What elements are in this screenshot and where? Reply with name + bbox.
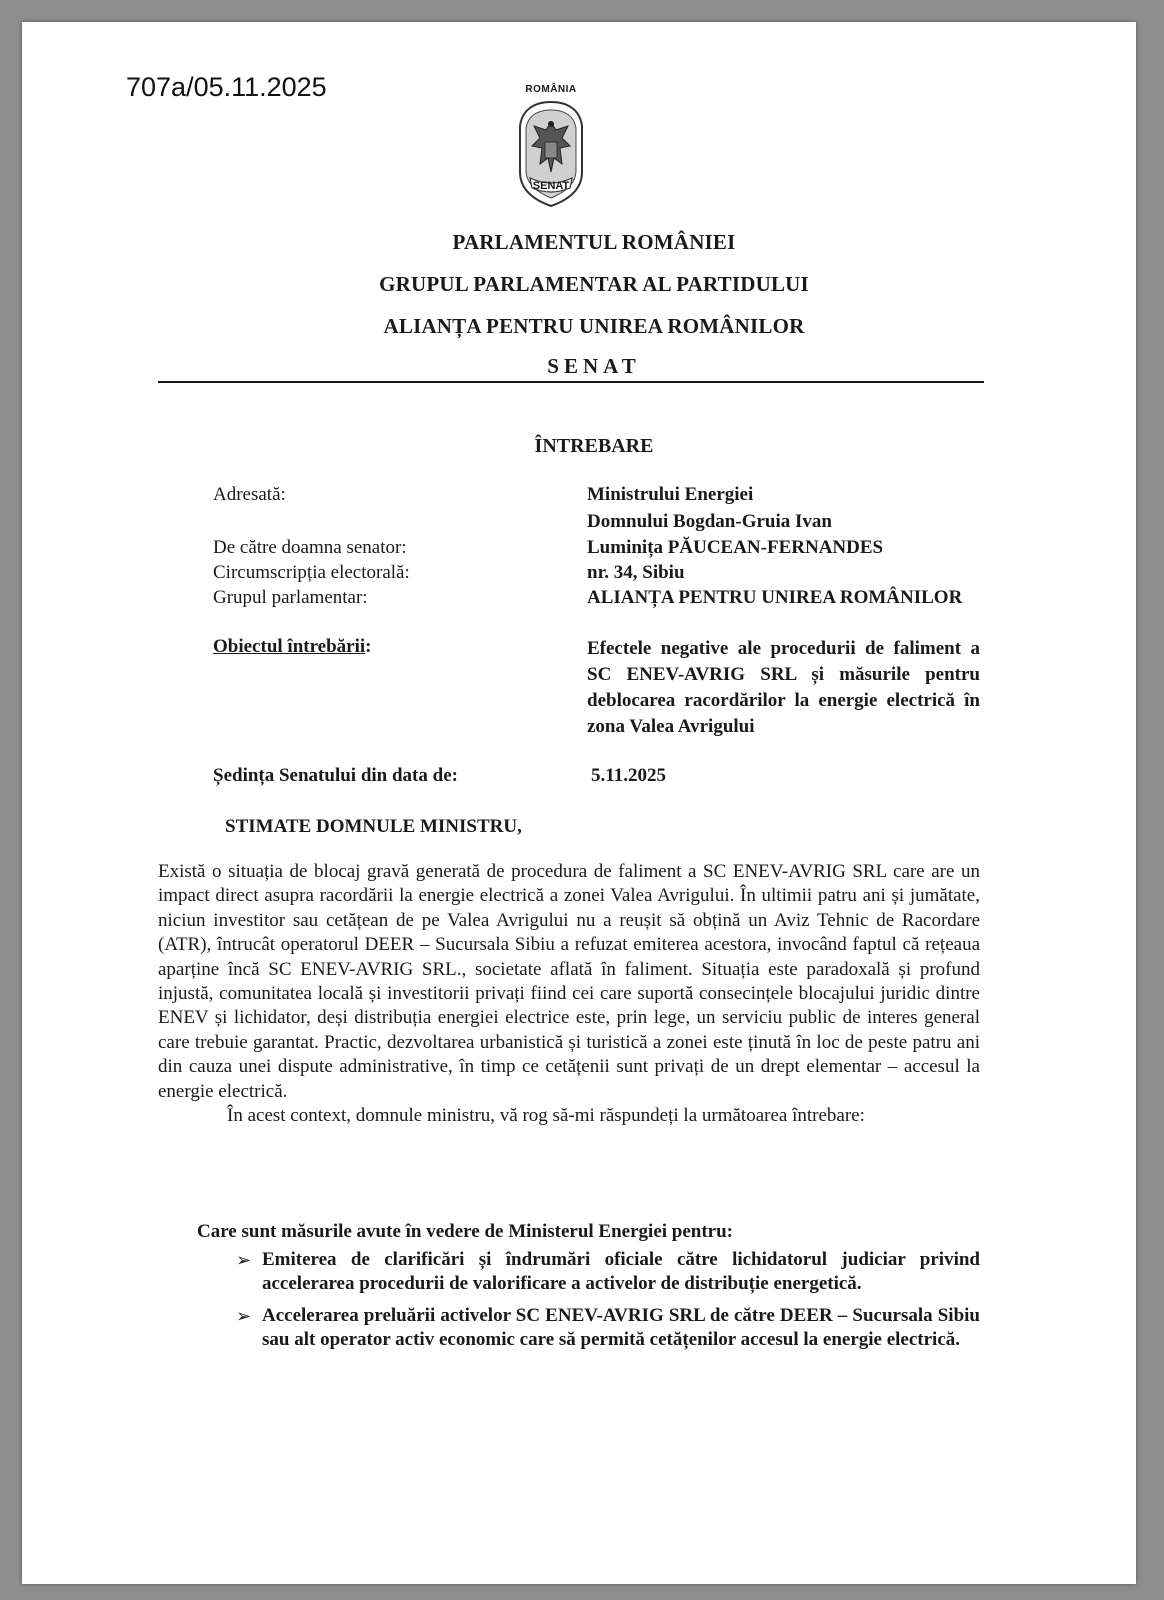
body-paragraph-2: În acest context, domnule ministru, vă rog să-mi răspundeți la următoarea întrebare: xyxy=(227,1105,865,1127)
bullet-text-1: Emiterea de clarificări și îndrumări oficiale către lichidatorul judiciar privind accelerarea procedurii de valorificare a activelor de distribuție energetică. xyxy=(262,1249,980,1294)
district-value: nr. 34, Sibiu xyxy=(587,562,685,583)
header-line-1: PARLAMENTUL ROMÂNIEI xyxy=(452,230,736,254)
header-line-2: GRUPUL PARLAMENTAR AL PARTIDULUI xyxy=(379,272,809,296)
session-label: Ședința Senatului din data de: xyxy=(213,765,458,786)
senator-value: Luminița PĂUCEAN-FERNANDES xyxy=(587,537,884,558)
addressee-value-2: Domnului Bogdan-Gruia Ivan xyxy=(587,511,832,532)
body-paragraph-1: Există o situația de blocaj gravă generată de procedura de faliment a SC ENEV-AVRIG SRL care are un impact direct asupra racordării la energie electrică a zonei Valea Avrigului. În ultimii patru ani și jumătate, niciun investitor sau cetățean de pe Valea Avrigului nu a reușit să obțină un Aviz Tehnic de Racordare (ATR), întrucât operatorul DEER – Sucursala Sibiu a refuzat emiterea acestora, invocând faptul că rețeaua aparține încă SC ENEV-AVRIG SRL., societate aflată în faliment. Situația este paradoxală și profund injustă, comunitatea locală și investitorii privați fiind cei care suportă consecințele blocajului juridic dintre ENEV și lichidator, deși distribuția energiei electrice este, prin lege, un serviciu public de interes general care trebuie garantat. Practic, dezvoltarea urbanistică și turistică a zonei este ținută în loc de peste patru ani din cauza unei dispute administrative, în timp ce cetățenii sunt privați de un drept elementar – accesul la energie electrică. xyxy=(158,861,980,1102)
question-text: Care sunt măsurile avute în vedere de Ministerul Energiei pentru: xyxy=(197,1221,733,1242)
salutation: STIMATE DOMNULE MINISTRU, xyxy=(225,816,522,837)
objective-label: Obiectul întrebării xyxy=(213,636,366,657)
senator-label: De către doamna senator: xyxy=(213,537,407,558)
arrow-bullet-icon: ➢ xyxy=(236,1250,252,1270)
group-label: Grupul parlamentar: xyxy=(213,587,368,608)
crest-bottom-text: SENAT xyxy=(532,180,570,192)
document-page xyxy=(22,22,1136,1584)
group-value: ALIANȚA PENTRU UNIREA ROMÂNILOR xyxy=(587,587,963,608)
document-title: ÎNTREBARE xyxy=(534,435,654,457)
body-text xyxy=(158,860,980,1128)
header-line-4: SENAT xyxy=(547,354,641,378)
objective-label-wrapper xyxy=(213,636,372,658)
addressee-value-1: Ministrului Energiei xyxy=(587,484,754,505)
district-label: Circumscripția electorală: xyxy=(213,562,410,583)
crest-top-text: ROMÂNIA xyxy=(525,84,577,95)
header-line-3: ALIANȚA PENTRU UNIREA ROMÂNILOR xyxy=(383,314,805,338)
list-item xyxy=(236,1248,980,1296)
bullet-text-2: Accelerarea preluării activelor SC ENEV-AVRIG SRL de către DEER – Sucursala Sibiu sau alt operator activ economic care să permită cetățenilor accesul la energie electrică. xyxy=(262,1305,980,1350)
header-divider xyxy=(158,381,984,383)
session-value: 5.11.2025 xyxy=(591,765,666,786)
objective-value: Efectele negative ale procedurii de faliment a SC ENEV-AVRIG SRL și măsurile pentru deblocarea racordărilor la energie electrică în zona Valea Avrigului xyxy=(587,638,980,737)
objective-label-colon: : xyxy=(365,636,372,657)
reference-number: 707a/05.11.2025 xyxy=(126,72,327,102)
list-item xyxy=(236,1304,980,1352)
question-bullet-list xyxy=(236,1248,980,1360)
arrow-bullet-icon: ➢ xyxy=(236,1306,252,1326)
addressee-label: Adresată: xyxy=(213,484,286,505)
